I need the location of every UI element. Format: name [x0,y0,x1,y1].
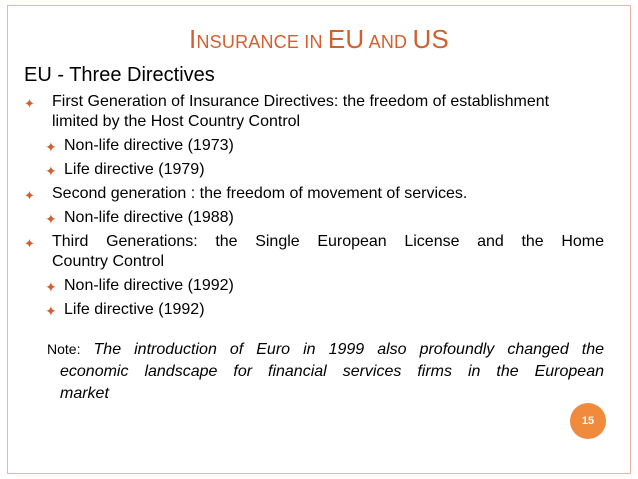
sub-bullet-text: Non-life directive (1992) [64,277,234,294]
title-part-and: AND [364,32,413,52]
note-text: The introduction of Euro in 1999 also profoundly changed the [93,341,605,358]
sub-bullet-text: Non-life directive (1988) [64,209,234,226]
bullet-item [24,92,604,132]
note-line [47,361,604,383]
note-block [47,338,604,405]
bullet-icon: ✦ [24,188,35,203]
sub-bullet-item [24,300,604,320]
bullet-text-line: First Generation of Insurance Directives: the freedom of establishment [52,93,550,110]
bullet-item [24,232,604,272]
bullet-icon: ✦ [45,211,57,227]
slide-subtitle: EU - Three Directives [24,64,215,86]
sub-bullet-text: Non-life directive (1973) [64,137,234,154]
bullet-text-line: Country Control [52,253,165,270]
bullet-icon: ✦ [24,96,35,111]
note-text: economic landscape for financial services firms in the European [60,363,604,380]
bullet-icon: ✦ [45,163,57,179]
sub-bullet-item [24,160,604,180]
note-line [47,338,604,361]
sub-bullet-item [24,276,604,296]
sub-bullet-item [24,208,604,228]
bullet-text-line: limited by the Host Country Control [52,113,301,130]
bullet-icon: ✦ [24,236,35,251]
page-number-badge: 15 [570,403,606,439]
title-part-us: US [412,24,449,54]
sub-bullet-text: Life directive (1979) [64,161,205,178]
sub-bullet-item [24,136,604,156]
bullet-icon: ✦ [45,279,57,295]
bullet-icon: ✦ [45,139,57,155]
slide-title [0,24,638,55]
note-text: market [60,385,109,402]
title-part-insurance-in: NSURANCE IN [196,32,328,52]
bullet-text-line: Third Generations: the Single European License and the Home [52,233,604,250]
note-label: Note: [47,341,81,357]
note-line [47,383,604,405]
title-part-eu: EU [327,24,365,54]
bullet-item [24,184,604,204]
title-initial: I [189,24,197,54]
sub-bullet-text: Life directive (1992) [64,301,205,318]
bullet-text-line: Second generation : the freedom of movement of services. [52,185,468,202]
bullet-list [24,92,604,320]
bullet-icon: ✦ [45,303,57,319]
